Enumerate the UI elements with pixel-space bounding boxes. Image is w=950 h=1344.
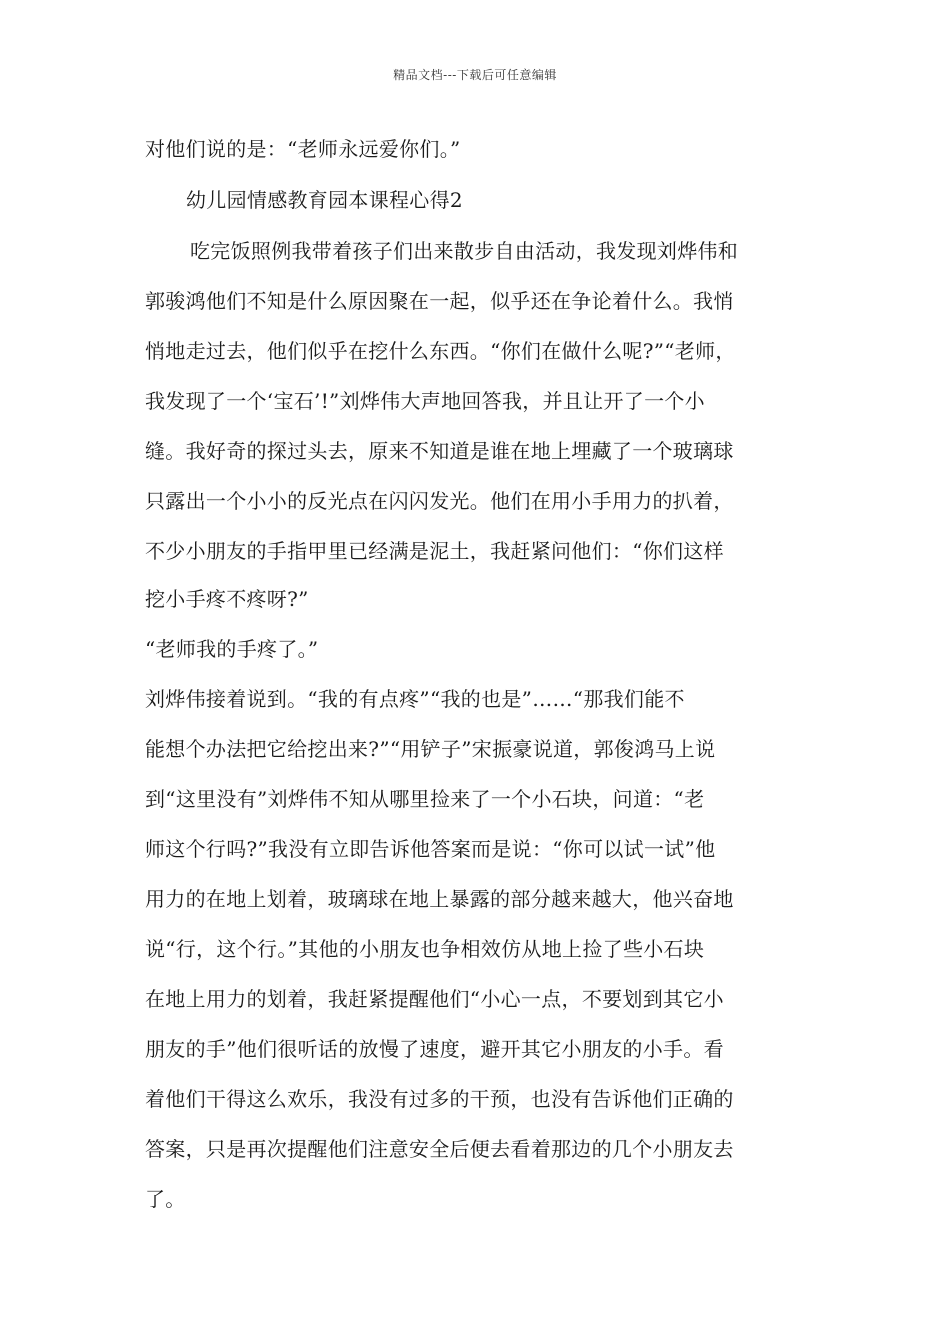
text-line: 挖小手疼不疼呀?” <box>145 587 309 611</box>
page-header: 精品文档---下载后可任意编辑 <box>393 68 557 82</box>
text-line: 我发现了一个‘宝石’!”刘烨伟大声地回答我，并且让开了一个小 <box>145 389 705 413</box>
text-line: 对他们说的是：“老师永远爱你们。” <box>145 137 461 161</box>
text-line: “老师我的手疼了。” <box>145 637 319 661</box>
text-line: 郭骏鸿他们不知是什么原因聚在一起，似乎还在争论着什么。我悄 <box>145 289 734 313</box>
text-line: 缝。我好奇的探过头去，原来不知道是谁在地上埋藏了一个玻璃球 <box>145 439 734 463</box>
text-line: 刘烨伟接着说到。“我的有点疼”“我的也是”……“那我们能不 <box>145 687 685 711</box>
text-line: 说“行，这个行。”其他的小朋友也争相效仿从地上捡了些小石块 <box>145 937 705 961</box>
text-line: 用力的在地上划着，玻璃球在地上暴露的部分越来越大，他兴奋地 <box>145 887 734 911</box>
text-line: 吃完饭照例我带着孩子们出来散步自由活动，我发现刘烨伟和 <box>190 239 739 263</box>
section-title: 幼儿园情感教育园本课程心得2 <box>186 188 463 212</box>
text-line: 了。 <box>145 1187 186 1211</box>
text-line: 朋友的手”他们很听话的放慢了速度，避开其它小朋友的小手。看 <box>145 1037 724 1061</box>
text-line: 师这个行吗?”我没有立即告诉他答案而是说：“你可以试一试”他 <box>145 837 716 861</box>
text-line: 答案，只是再次提醒他们注意安全后便去看着那边的几个小朋友去 <box>145 1137 734 1161</box>
text-line: 到“这里没有”刘烨伟不知从哪里捡来了一个小石块，问道：“老 <box>145 787 705 811</box>
text-line: 在地上用力的划着，我赶紧提醒他们“小心一点，不要划到其它小 <box>145 987 724 1011</box>
text-line: 不少小朋友的手指甲里已经满是泥土，我赶紧问他们：“你们这样 <box>145 539 724 563</box>
text-line: 只露出一个小小的反光点在闪闪发光。他们在用小手用力的扒着， <box>145 489 734 513</box>
text-line: 能想个办法把它给挖出来?”“用铲子”宋振豪说道，郭俊鸿马上说 <box>145 737 716 761</box>
text-line: 着他们干得这么欢乐，我没有过多的干预，也没有告诉他们正确的 <box>145 1087 734 1111</box>
text-line: 悄地走过去，他们似乎在挖什么东西。“你们在做什么呢?”“老师， <box>145 339 736 363</box>
